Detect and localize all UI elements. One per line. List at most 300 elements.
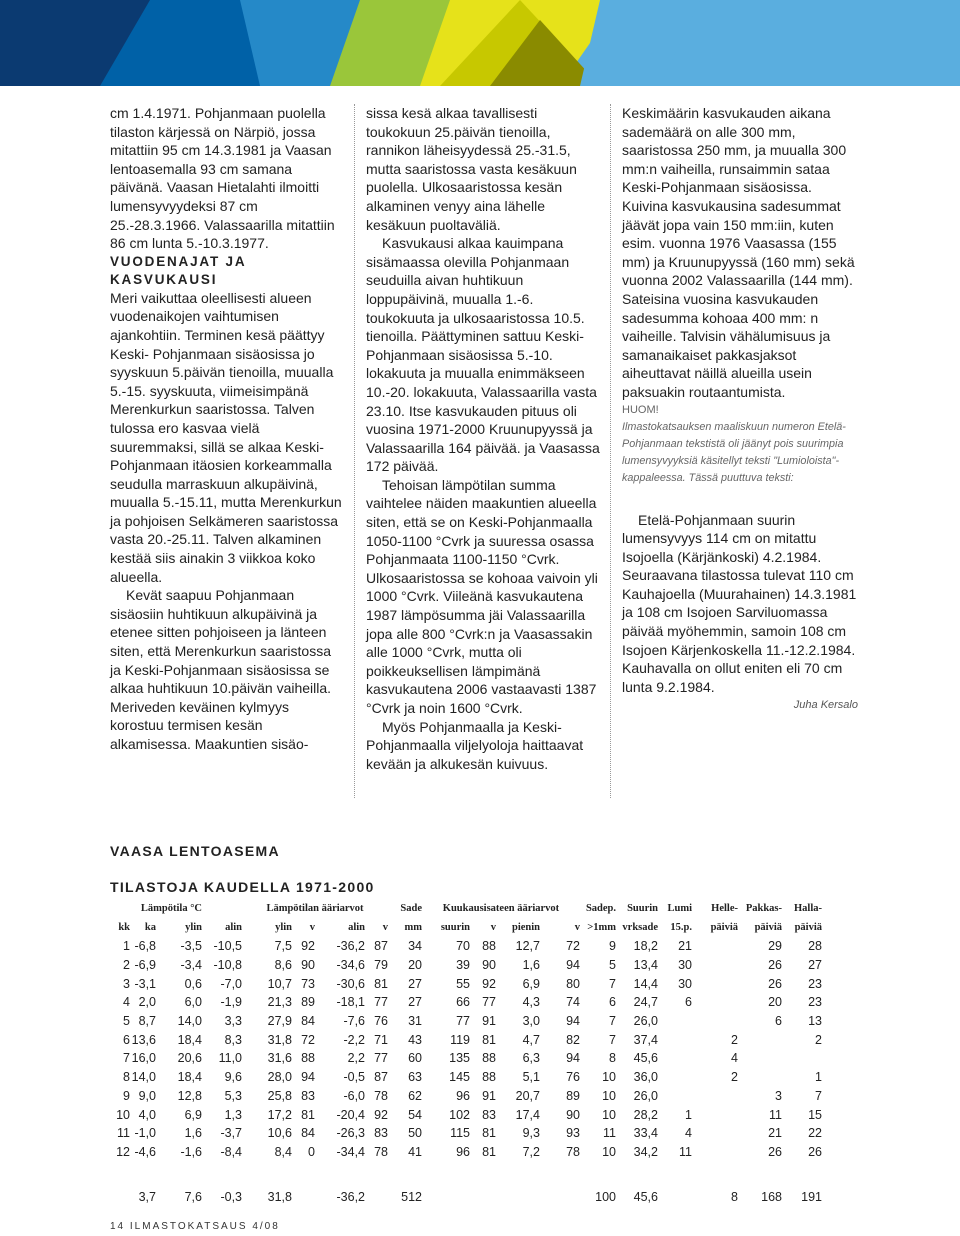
table-cell [692,937,738,956]
table-cell: 50 [408,1126,422,1141]
table-cell: 37,4 [633,1032,658,1047]
editor-note: Ilmastokatsauksen maaliskuun numeron Etelä-Pohjanmaan tekstistä oli jäänyt pois suurimpia lumensyvyyksiä käsitellyt teksti "Lumioloista"- kappaleessa. Tässä puuttuva teksti: [622,420,846,484]
table-cell: 28,2 [633,1107,658,1122]
paragraph: Myös Pohjanmaalla ja Keski-Pohjanmaalla viljelyoloja haittaavat kevään ja alkukesän kuivuus. [366,718,584,772]
summary-cell: -0,3 [220,1189,242,1204]
table-row [104,1068,822,1087]
header-temperature-extremes: Lämpötilan ääriarvot [266,902,364,914]
table-cell: 4,0 [138,1107,156,1122]
table-cell: 6 [123,1032,130,1047]
header-temperature: Lämpötila °C [140,902,202,914]
table-cell: 1,6 [522,958,540,973]
table-cell [658,1049,692,1068]
table-column-header [104,917,822,937]
table-cell: 54 [408,1107,422,1122]
table-cell: 23 [808,995,822,1010]
page-footer: 14 ILMASTOKATSAUS 4/08 [110,1221,280,1232]
table-cell: 82 [566,1032,580,1047]
table-cell: 7,2 [522,1144,540,1159]
column-header: mm [404,921,422,933]
table-summary-row [104,1187,822,1206]
table-group-header [104,899,822,917]
table-cell: -6,8 [134,939,156,954]
column-header: päiviä [710,921,738,933]
summary-cell [540,1187,580,1206]
table-cell: 14,0 [177,1014,202,1029]
table-row [104,1030,822,1049]
column-header: v [490,921,496,933]
table-cell: -1,9 [220,995,242,1010]
column-header: v [574,921,580,933]
table-cell: 13 [808,1014,822,1029]
column-header: alin [225,921,242,933]
table-cell: 90 [301,958,315,973]
table-cell: 7 [609,1032,616,1047]
table-cell: 81 [482,1126,496,1141]
table-cell: 87 [374,939,388,954]
table-cell [658,1012,692,1031]
table-cell: 55 [456,976,470,991]
table-cell: 11 [603,1126,616,1141]
table-cell: 91 [482,1014,496,1029]
table-cell: 27,9 [267,1014,292,1029]
table-cell: 6,9 [522,976,540,991]
table-cell [692,1105,738,1124]
column-header: vrksade [622,921,658,933]
table-cell: -3,1 [134,976,156,991]
table-cell: 72 [301,1032,315,1047]
table-cell: 20 [408,958,422,973]
summary-cell [496,1187,540,1206]
paragraph: Etelä-Pohjanmaan suurin lumensyvyys 114 cm on mitattu Isojoella (Kärjänkoski) 4.2.1984. Seuraavana tilastossa tulevat 110 cm Kauhajoella (Muurahainen) 14.3.1981 ja 108 cm Isojoen Sarviluomassa päivää myöhemmin, samoin 108 cm Isojoen Kärjenkoskella 11.-12.2.1984. Kauhavalla on ollut eniten eli 70 cm lunta 9.2.1984. [622,511,857,695]
table-cell: 14,0 [131,1070,156,1085]
table-cell: 5,3 [224,1088,242,1103]
column-header: ylin [185,921,202,933]
table-cell: 115 [450,1126,470,1141]
table-cell: 63 [408,1070,422,1085]
table-cell: 14,4 [633,976,658,991]
table-cell: 26 [768,1144,782,1159]
table-cell: 10 [602,1088,616,1103]
table-cell [658,1030,692,1049]
table-cell: 6,3 [522,1051,540,1066]
table-cell: 20,7 [515,1088,540,1103]
table-cell: 135 [449,1051,470,1066]
table-cell: -30,6 [336,976,365,991]
table-cell: 3 [775,1088,782,1103]
table-cell: 11 [117,1126,130,1141]
summary-cell [470,1187,496,1206]
column-header: päiviä [754,921,782,933]
table-cell: 31 [408,1014,422,1029]
table-cell: 78 [374,1088,388,1103]
table-cell: 81 [301,1107,315,1122]
table-cell: 13,6 [131,1032,156,1047]
table-cell: 5,1 [522,1070,540,1085]
summary-cell [658,1187,692,1206]
table-cell: 1 [685,1107,692,1122]
header-monthly-precip-extremes: Kuukausisateen ääriarvot [442,902,560,914]
summary-cell [104,1187,130,1206]
table-cell [738,1049,782,1068]
table-cell: 17,2 [267,1107,292,1122]
table-cell: 89 [566,1088,580,1103]
text-column-2 [366,104,602,773]
table-row [104,1087,822,1106]
table-row [104,993,822,1012]
table-cell: 12,8 [177,1088,202,1103]
table-cell: -4,6 [134,1144,156,1159]
table-cell: 39 [456,958,470,973]
table-cell: 78 [566,1144,580,1159]
table-cell: 9 [609,939,616,954]
table-cell: 94 [301,1070,315,1085]
table-cell: 2,2 [347,1051,365,1066]
table-cell: -20,4 [336,1107,365,1122]
table-cell: 27 [408,995,422,1010]
table-cell: -1,0 [134,1126,156,1141]
table-cell: 4 [685,1126,692,1141]
table-cell: 94 [566,1051,580,1066]
summary-cell: 512 [401,1189,422,1204]
table-cell: 30 [678,958,692,973]
table-cell: 10 [602,1107,616,1122]
header-night-frost: Halla- [794,902,822,914]
table-cell: 18,2 [633,939,658,954]
table-cell: -1,6 [180,1144,202,1159]
table-cell: -6,9 [134,958,156,973]
table-cell: 0 [308,1144,315,1159]
summary-cell: 191 [801,1189,822,1204]
table-spacer [104,1161,822,1187]
table-cell: 21 [678,939,692,954]
summary-cell [422,1187,470,1206]
column-header: v [309,921,315,933]
table-cell: 6 [775,1014,782,1029]
table-cell: 1 [123,939,130,954]
column-header: suurin [440,921,470,933]
paragraph: Kasvukausi alkaa kauimpana sisämaassa olevilla Pohjanmaan seuduilla aivan huhtikuun loppupäivinä, muualla 1.-6. toukokuuta ja ulkosaaristossa 10.5. tienoilla. Päättyminen sattuu Keski- Pohjanmaan sisäosissa 5.-10. lokakuuta ja muualla enimmäkseen 10.-20. lokakuuta, Valassaarilla vasta 23.10. Itse kasvukauden pituus oli vuosina 1971-2000 Kruunupyyssä ja Valassaarilla 164 päivää. ja Vaasassa 172 päivää. [366,235,600,475]
table-cell: 31,8 [267,1032,292,1047]
summary-cell [292,1187,315,1206]
table-cell: 92 [374,1107,388,1122]
table-cell: 10 [602,1144,616,1159]
table-cell: 26 [808,1144,822,1159]
table-cell: 2 [731,1032,738,1047]
table-cell: 4,7 [522,1032,540,1047]
table-cell: 72 [566,939,580,954]
table-cell: 21 [768,1126,782,1141]
table-cell: 9,0 [138,1088,156,1103]
table-cell: 11 [679,1144,692,1159]
table-cell: 96 [456,1144,470,1159]
column-header: ka [144,921,156,933]
table-cell [782,1049,822,1068]
table-cell: -18,1 [336,995,365,1010]
table-cell: 93 [566,1126,580,1141]
table-cell: -2,2 [343,1032,365,1047]
header-heat: Helle- [711,902,738,914]
table-cell: 6 [685,995,692,1010]
table-cell: 30 [678,976,692,991]
table-cell: 10,7 [267,976,292,991]
table-cell: 4 [123,995,130,1010]
table-cell: 79 [374,958,388,973]
table-cell: 7 [609,976,616,991]
paragraph: Keskimäärin kasvukauden aikana sademäärä on alle 300 mm, saaristossa 250 mm, ja muualla 300 mm:n vaiheilla, runsaimmin sataa Keski-Pohjanmaan sisäosissa. Kuivina kasvukausina sadesummat jäävät jopa vain 150 mm:iin, kuten esim. vuonna 1976 Vaasassa (155 mm) ja Kruunupyyssä (160 mm) sekä vuonna 2002 Valassaarilla (144 mm). Sateisina vuosina kasvukauden sadesumma kohoaa 400 mm: n vaiheille. Talvisin vähälumisuus ja samanaikaiset pakkasjaksot aiheuttavat näillä alueilla usein paksuakin routaantumista. [622,105,855,400]
table-cell: 31,6 [267,1051,292,1066]
table-cell: 43 [408,1032,422,1047]
table-cell: 29 [768,939,782,954]
table-cell: 5 [609,958,616,973]
table-cell: 18,4 [177,1070,202,1085]
table-cell [658,1068,692,1087]
author-signature: Juha Kersalo [793,699,858,712]
paragraph: sissa kesä alkaa tavallisesti toukokuun 25.päivän tienoilla, rannikon läheisyydessä 25.-31.5, mutta saaristossa vasta kesäkuun puolella. Ulkosaaristossa kesän alkaminen venyy aina lähelle kesäkuun puoltaväliä. [366,105,577,233]
table-cell: -10,5 [213,939,242,954]
table-cell: 7 [609,1014,616,1029]
table-cell: 81 [482,1144,496,1159]
table-cell: 45,6 [633,1051,658,1066]
table-cell: -0,5 [343,1070,365,1085]
table-cell: 15 [808,1107,822,1122]
table-cell: 22 [808,1126,822,1141]
header-max: Suurin [627,902,658,914]
table-cell: -3,4 [180,958,202,973]
header-frost: Pakkas- [745,902,782,914]
table-cell: 90 [482,958,496,973]
paragraph: Kevät saapuu Pohjanmaan sisäosiin huhtikuun alkupäivinä ja etenee sitten pohjoiseen ja länteen siten, että Merenkurkun saaristossa ja Keski-Pohjanmaan sisäosissa se alkaa huhtikuun 10.päivän vaiheilla. Meriveden keväinen kylmyys korostuu termisen kesän alkamisessa. Maakuntien sisäo- [110,587,332,752]
column-header: >1mm [587,921,616,933]
table-cell: -36,2 [336,939,365,954]
table-cell: 73 [301,976,315,991]
table-cell: 27 [808,958,822,973]
table-cell: 88 [482,1070,496,1085]
table-cell: 4,3 [522,995,540,1010]
table-cell [692,1143,738,1162]
table-cell: 4 [731,1051,738,1066]
table-row [104,1143,822,1162]
table-cell: 23 [808,976,822,991]
table-cell: 8,6 [274,958,292,973]
summary-cell: -36,2 [336,1189,365,1204]
column-header: v [382,921,388,933]
table-cell: 92 [301,939,315,954]
header-snow: Lumi [667,902,692,914]
banner-light-blue-right [660,0,960,86]
table-cell [692,974,738,993]
table-cell: 83 [374,1126,388,1141]
table-cell: 18,4 [177,1032,202,1047]
table-cell: 2 [731,1070,738,1085]
table-cell: -10,8 [213,958,242,973]
table-cell: 0,6 [184,976,202,991]
table-cell: 102 [449,1107,470,1122]
notice-label: HUOM! [622,403,659,416]
table-cell: 2 [123,958,130,973]
column-header: kk [118,921,130,933]
table-cell: 94 [566,1014,580,1029]
table-cell: 9 [123,1088,130,1103]
summary-cell: 100 [595,1189,616,1204]
table-cell: 84 [301,1014,315,1029]
table-cell: 26,0 [633,1088,658,1103]
table-cell: 26 [768,976,782,991]
table-cell: 3 [123,976,130,991]
table-cell: 11 [769,1107,782,1122]
table-cell: -6,0 [343,1088,365,1103]
table-cell: 41 [408,1144,422,1159]
decorative-banner [0,0,960,86]
table-cell: 77 [482,995,496,1010]
table-cell: 25,8 [267,1088,292,1103]
table-cell: 17,4 [515,1107,540,1122]
table-cell: 8 [123,1070,130,1085]
table-cell: 77 [374,995,388,1010]
table-cell: 88 [482,1051,496,1066]
paragraph: cm 1.4.1971. Pohjanmaan puolella tilaston kärjessä on Närpiö, jossa mitattiin 95 cm 14.3.1981 ja Vaasan lentoasemalla 93 cm samana päivänä. Vaasan Hietalahti ilmoitti lumensyvyydeksi 87 cm 25.-28.3.1966. Valassaarilla mitattiin 86 cm lunta 5.-10.3.1977. [110,105,335,252]
table-cell: 34 [408,939,422,954]
table-row [104,1012,822,1031]
summary-cell: 31,8 [267,1189,292,1204]
table-cell: 76 [566,1070,580,1085]
table-cell: -26,3 [336,1126,365,1141]
table-cell: 77 [374,1051,388,1066]
table-cell: 88 [482,939,496,954]
table-cell: 1,6 [184,1126,202,1141]
text-column-3 [622,104,858,715]
table-cell: 8,7 [138,1014,156,1029]
table-cell: 10,6 [267,1126,292,1141]
table-cell: 62 [408,1088,422,1103]
table-cell [692,956,738,975]
table-cell: 26,0 [633,1014,658,1029]
table-cell: 1 [815,1070,822,1085]
table-cell: 12 [116,1144,130,1159]
table-cell: 9,3 [522,1126,540,1141]
table-cell: 20 [768,995,782,1010]
table-cell: 145 [449,1070,470,1085]
table-cell: 27 [408,976,422,991]
table-row [104,956,822,975]
column-header: 15.p. [670,921,692,933]
station-title: VAASA LENTOASEMA [110,843,280,859]
table-cell: 28,0 [267,1070,292,1085]
column-header: pienin [511,921,540,933]
table-cell: 33,4 [633,1126,658,1141]
table-cell: 92 [482,976,496,991]
table-cell: 16,0 [131,1051,156,1066]
table-cell: 91 [482,1088,496,1103]
table-title: TILASTOJA KAUDELLA 1971-2000 [110,879,375,895]
paragraph: Tehoisan lämpötilan summa vaihtelee näiden maakuntien alueella siten, että se on Keski-Pohjanmaalla 1050-1100 °Cvrk ja suuressa osassa Pohjanmaata 1100-1150 °Cvrk. Ulkosaaristossa se kohoaa vaivoin yli 1000 °Cvrk. Viileänä kasvukautena 1987 lämpösumma jäi Valassaarilla jopa alle 800 °Cvrk:n ja Vaasassakin alle 1000 °Cvrk, mutta oli poikkeuksellisen lämpimänä kasvukautena 2006 vastaavasti 1387 °Cvrk ja noin 1600 °Cvrk. [366,476,598,716]
table-cell: 8 [609,1051,616,1066]
table-cell: 6,9 [184,1107,202,1122]
table-cell: 90 [566,1107,580,1122]
table-cell: 21,3 [267,995,292,1010]
table-cell [692,1012,738,1031]
section-heading: VUODENAJAT JA KASVUKAUSI [110,253,246,287]
table-cell: 77 [456,1014,470,1029]
table-cell: 10 [116,1107,130,1122]
table-cell: 3,0 [522,1014,540,1029]
table-cell: 12,7 [515,939,540,954]
table-cell: 7 [123,1051,130,1066]
table-cell: -34,6 [336,958,365,973]
table-cell: -34,4 [336,1144,365,1159]
table-cell: 74 [566,995,580,1010]
table-cell: 6,0 [184,995,202,1010]
table-cell: 13,4 [633,958,658,973]
column-header: alin [348,921,365,933]
table-cell: 11,0 [218,1051,242,1066]
table-cell: 81 [482,1032,496,1047]
table-cell: 88 [301,1051,315,1066]
summary-cell [365,1187,388,1206]
table-cell: 5 [123,1014,130,1029]
summary-cell: 3,7 [138,1189,156,1204]
column-header: ylin [275,921,292,933]
table-cell: 94 [566,958,580,973]
table-cell: 2,0 [138,995,156,1010]
table-cell: 87 [374,1070,388,1085]
header-precip-days: Sadep. [585,902,616,914]
banner-graphic [0,0,960,86]
table-cell: 8,3 [224,1032,242,1047]
table-cell: 84 [301,1126,315,1141]
summary-cell: 7,6 [184,1189,202,1204]
table-cell [692,993,738,1012]
table-cell: 36,0 [633,1070,658,1085]
table-cell: 7 [815,1088,822,1103]
table-cell: 71 [374,1032,388,1047]
column-header: päiviä [794,921,822,933]
summary-cell: 45,6 [633,1189,658,1204]
text-column-1 [110,104,342,754]
table-cell: 6 [609,995,616,1010]
column-divider [610,104,611,798]
table-cell: 119 [450,1032,470,1047]
table-cell: 34,2 [633,1144,658,1159]
table-cell: 80 [566,976,580,991]
table-cell: 26 [768,958,782,973]
table-cell: 28 [808,939,822,954]
table-cell: 10 [602,1070,616,1085]
table-cell: 83 [482,1107,496,1122]
table-cell [738,1068,782,1087]
table-row [104,937,822,956]
table-cell [738,1030,782,1049]
table-cell: 89 [301,995,315,1010]
table-cell [658,1087,692,1106]
table-cell: 8,4 [274,1144,292,1159]
table-row [104,1105,822,1124]
table-cell: -8,4 [220,1144,242,1159]
table-cell: 24,7 [633,995,658,1010]
header-precipitation: Sade [400,902,422,914]
table-cell: 9,6 [224,1070,242,1085]
table-cell: 83 [301,1088,315,1103]
table-cell: 1,3 [224,1107,242,1122]
table-cell: 60 [408,1051,422,1066]
table-cell: -7,6 [343,1014,365,1029]
table-cell: 78 [374,1144,388,1159]
table-cell [692,1124,738,1143]
table-cell: 96 [456,1088,470,1103]
table-cell: 7,5 [274,939,292,954]
table-cell: 76 [374,1014,388,1029]
table-cell: 3,3 [224,1014,242,1029]
